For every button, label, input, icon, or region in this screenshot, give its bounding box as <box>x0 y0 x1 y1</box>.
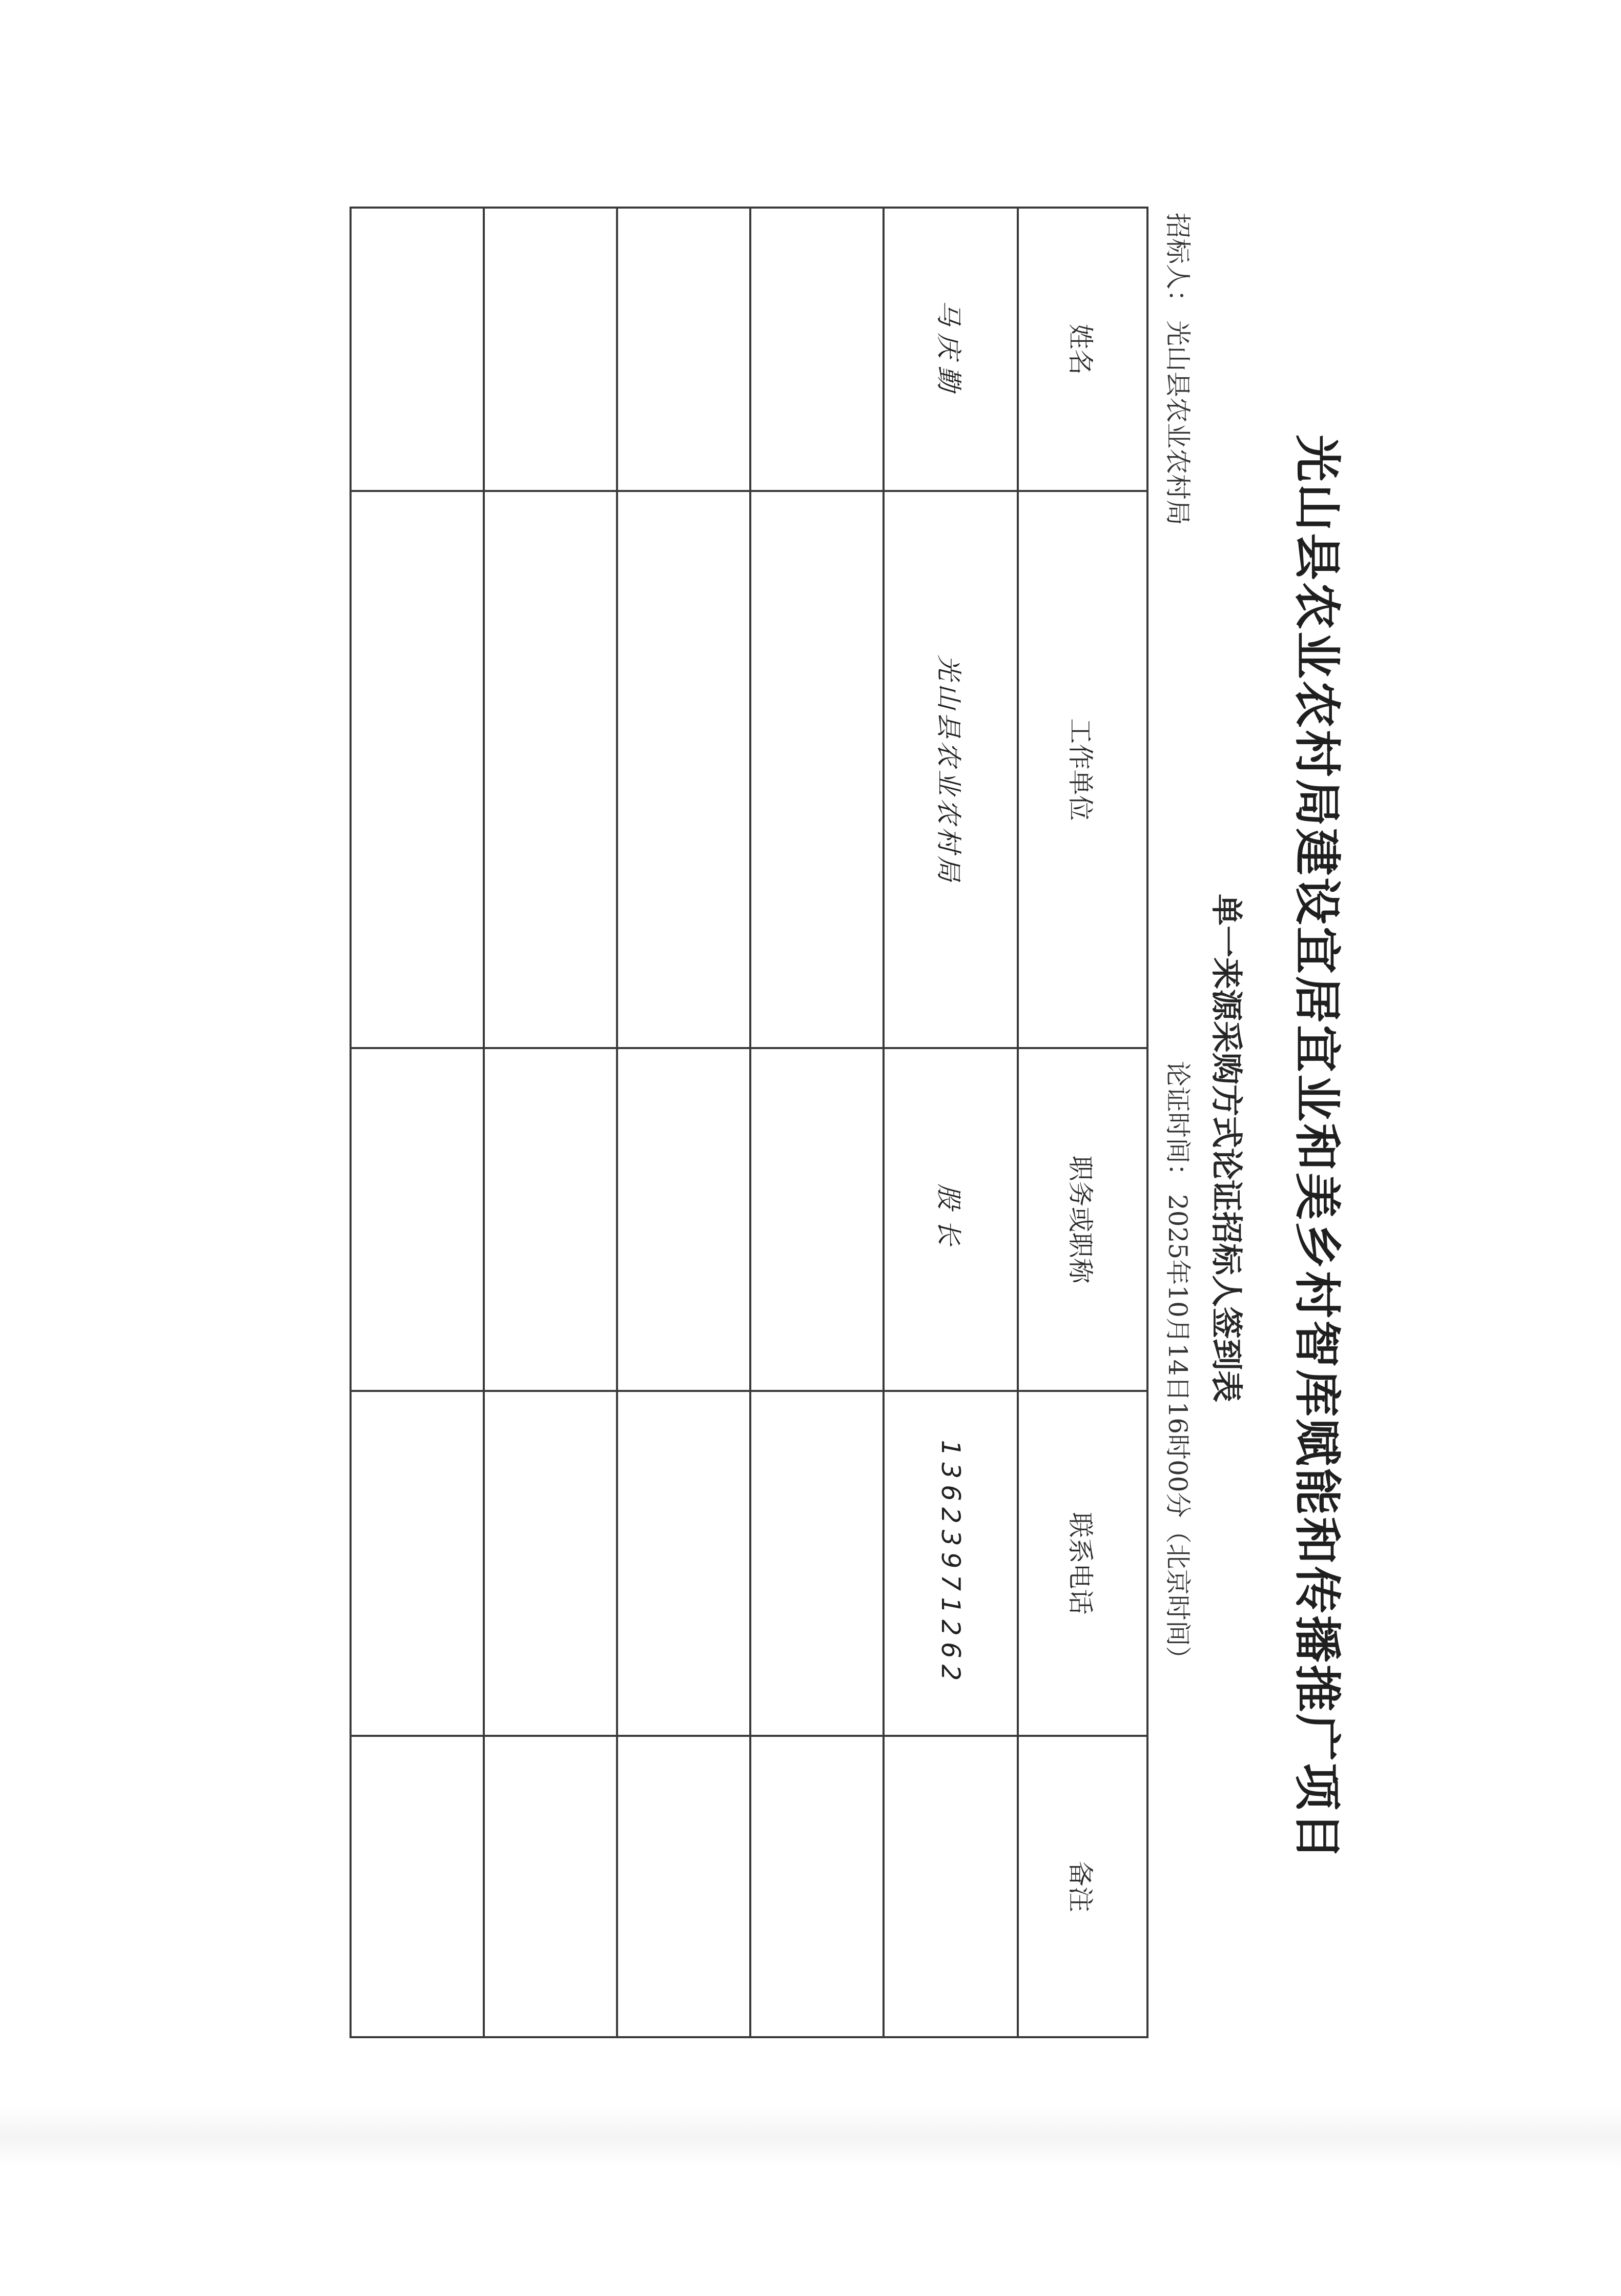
empty-cell <box>750 1048 884 1391</box>
document-subtitle: 单一来源采购方式论证招标人签到表 <box>1208 893 1245 1402</box>
table-row <box>750 208 884 2037</box>
empty-cell <box>351 208 484 491</box>
empty-cell <box>484 1048 617 1391</box>
document-title: 光山县农业农村局建设宜居宜业和美乡村智库赋能和传播推广项目 <box>1289 434 1345 1861</box>
empty-cell <box>484 491 617 1048</box>
sign-in-table <box>350 207 1148 2038</box>
tenderer-value: 光山县农业农村局 <box>1163 320 1193 525</box>
empty-cell <box>351 491 484 1048</box>
empty-cell <box>617 491 750 1048</box>
handwritten-unit: 光山县农业农村局 <box>884 491 1018 1048</box>
remark-cell <box>884 1736 1018 2037</box>
empty-cell <box>750 1736 884 2037</box>
empty-cell <box>351 1391 484 1736</box>
empty-cell <box>617 1391 750 1736</box>
demo-time-value: 2025年10月14日16时00分（北京时间） <box>1163 1194 1193 1672</box>
handwritten-phone: 13623971262 <box>884 1391 1018 1736</box>
empty-cell <box>617 208 750 491</box>
empty-cell <box>484 1736 617 2037</box>
empty-cell <box>351 1048 484 1391</box>
tenderer-label: 招标人： <box>1163 213 1193 315</box>
empty-cell <box>351 1736 484 2037</box>
empty-cell <box>617 1048 750 1391</box>
table-header-row <box>1018 208 1147 2037</box>
column-header-remark: 备注 <box>1018 1736 1147 2037</box>
column-header-title: 职务或职称 <box>1018 1048 1147 1391</box>
demo-time-info <box>1161 1061 1198 1672</box>
tenderer-info <box>1161 213 1198 525</box>
empty-cell <box>750 1391 884 1736</box>
empty-cell <box>484 208 617 491</box>
empty-cell <box>750 208 884 491</box>
table-row <box>484 208 617 2037</box>
demo-time-label: 论证时间： <box>1163 1061 1193 1189</box>
column-header-name: 姓名 <box>1018 208 1147 491</box>
handwritten-title: 股长 <box>884 1048 1018 1391</box>
table-row <box>884 208 1018 2037</box>
empty-cell <box>750 491 884 1048</box>
empty-cell <box>617 1736 750 2037</box>
table-row <box>351 208 484 2037</box>
empty-cell <box>484 1391 617 1736</box>
column-header-unit: 工作单位 <box>1018 491 1147 1048</box>
signature-name: 马庆勤 <box>884 208 1018 491</box>
table-row <box>617 208 750 2037</box>
column-header-phone: 联系电话 <box>1018 1391 1147 1736</box>
